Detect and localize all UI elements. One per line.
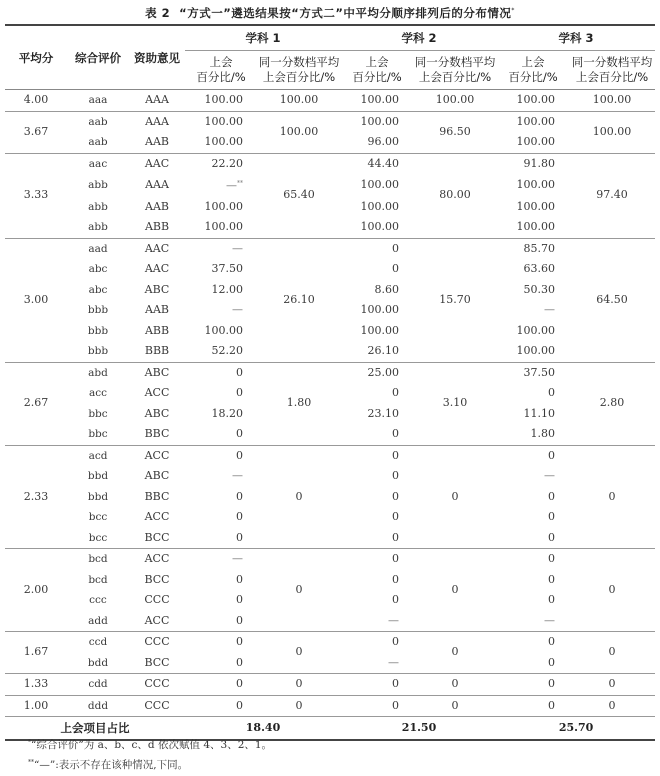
funding-opinion-cell: BCC <box>144 572 170 586</box>
subject-3-pct-cell: 0 <box>548 572 556 586</box>
overall-eval-cell: bbc <box>88 428 108 440</box>
subject-1-pct-cell: —** <box>226 179 243 192</box>
overall-eval-cell: cdd <box>67 674 129 696</box>
summary-subject-2: 21.50 <box>341 717 497 741</box>
subject-1-pct-cell: 0 <box>236 613 243 627</box>
overall-eval-cell: bbd <box>87 470 109 482</box>
funding-opinion-cell: AAB <box>145 135 169 148</box>
funding-opinion-cell: BBC <box>144 427 170 440</box>
funding-opinion-cell: ACC <box>144 510 170 523</box>
subject-2-pct-cell: 0 <box>392 510 400 523</box>
subject-3-avg-cell: 64.50 <box>569 238 655 362</box>
overall-eval-cell: bbd <box>87 490 109 503</box>
overall-eval-cell: bcd <box>67 549 129 570</box>
funding-opinion-cell: BBC <box>144 489 170 503</box>
header-subject-2-pct <box>341 51 413 90</box>
subject-3-avg-cell: 100.00 <box>569 111 655 153</box>
table-caption <box>0 5 660 21</box>
overall-eval-cell: ccc <box>89 594 107 606</box>
subject-1-pct-cell: — <box>232 469 243 482</box>
overall-eval-cell: aab <box>88 136 108 148</box>
funding-opinion-cell: CCC <box>144 593 170 606</box>
subject-3-avg-cell: 0 <box>569 549 655 632</box>
subject-3-avg-cell: 100.00 <box>569 90 655 112</box>
subject-1-avg-cell: 26.10 <box>257 238 341 362</box>
subject-1-avg-cell: 0 <box>257 674 341 696</box>
subject-3-pct-cell: 0 <box>548 655 556 669</box>
table-row <box>5 549 655 570</box>
subject-2-pct-cell: 0 <box>341 674 413 696</box>
subject-2-pct-cell: 100.00 <box>360 178 400 191</box>
header-line-2: 上会百分比/% <box>575 70 649 84</box>
subject-2-avg-cell: 0 <box>413 445 497 549</box>
funding-opinion-cell: AAC <box>129 153 185 174</box>
subject-2-pct-cell: 0 <box>392 427 400 440</box>
overall-eval-cell: bbb <box>87 304 109 316</box>
subject-2-avg-cell: 15.70 <box>413 238 497 362</box>
subject-2-pct-cell: — <box>388 613 400 627</box>
overall-eval-cell: abb <box>88 221 108 233</box>
subject-1-pct-cell: 0 <box>236 386 243 399</box>
subject-1-pct-cell: 0 <box>236 655 243 669</box>
subject-1-pct-cell: — <box>185 549 257 570</box>
avg-score-cell: 2.67 <box>5 362 67 445</box>
overall-eval-cell: bdd <box>87 656 109 669</box>
subject-1-pct-cell: 100.00 <box>204 135 243 148</box>
subject-3-avg-cell: 0 <box>569 632 655 674</box>
subject-3-pct-cell: 0 <box>548 386 556 399</box>
funding-opinion-cell: ABC <box>144 406 170 420</box>
subject-3-pct-cell: 1.80 <box>530 427 556 440</box>
subject-2-pct-cell: 100.00 <box>360 220 400 233</box>
subject-3-pct-cell: 100.00 <box>516 344 556 357</box>
header-subject-3-avg-pct <box>569 51 655 90</box>
funding-opinion-cell: ABC <box>144 469 170 482</box>
subject-2-pct-cell: 96.00 <box>367 135 400 148</box>
subject-3-pct-cell: 100.00 <box>516 178 556 191</box>
subject-2-pct-cell: — <box>388 655 400 669</box>
avg-score-cell: 1.67 <box>5 632 67 674</box>
avg-score-cell: 1.33 <box>5 674 67 696</box>
subject-3-pct-cell: — <box>544 469 556 482</box>
footnote <box>28 734 272 754</box>
subject-2-pct-cell: 44.40 <box>341 153 413 174</box>
subject-3-pct-cell: 50.30 <box>523 282 556 296</box>
caption-label: 表 2 <box>145 6 171 20</box>
caption-text: “方式一”遴选结果按“方式二”中平均分顺序排列后的分布情况 <box>179 6 512 20</box>
header-line-1: 同一分数档平均 <box>571 55 653 69</box>
header-subject-2-avg-pct <box>413 51 497 90</box>
subject-3-pct-cell: 37.50 <box>497 362 569 383</box>
subject-1-pct-cell: 0 <box>236 427 243 440</box>
subject-2-pct-cell: 0 <box>392 386 400 399</box>
funding-opinion-cell: ACC <box>144 386 170 399</box>
subject-2-pct-cell: 0 <box>392 489 400 503</box>
overall-eval-cell: abc <box>88 283 108 296</box>
subject-3-pct-cell: 0 <box>497 695 569 717</box>
footnote-text: “—”:表示不存在该种情况,下同。 <box>34 759 189 771</box>
overall-eval-cell: bbc <box>88 407 108 420</box>
subject-2-pct-cell: 0 <box>341 238 413 259</box>
subject-2-pct-cell: 0 <box>341 695 413 717</box>
subject-1-avg-cell: 0 <box>257 549 341 632</box>
subject-2-pct-cell: 100.00 <box>360 303 400 316</box>
subject-1-pct-cell: 37.50 <box>211 262 243 275</box>
table-row <box>5 111 655 132</box>
header-line-1: 上会 <box>365 55 389 69</box>
subject-3-avg-cell: 2.80 <box>569 362 655 445</box>
overall-eval-cell: aad <box>67 238 129 259</box>
overall-eval-cell: aac <box>67 153 129 174</box>
subject-1-pct-cell: 52.20 <box>211 344 243 357</box>
footnote <box>28 754 272 774</box>
header-subject-1-avg-pct <box>257 51 341 90</box>
avg-score-cell: 4.00 <box>5 90 67 112</box>
subject-3-pct-cell: 0 <box>548 530 556 544</box>
overall-eval-cell: aab <box>67 111 129 132</box>
subject-1-pct-cell: 100.00 <box>185 90 257 112</box>
subject-2-pct-cell: 8.60 <box>374 282 400 296</box>
funding-opinion-cell: BCC <box>144 655 170 669</box>
funding-opinion-cell: AAA <box>129 90 185 112</box>
subject-3-pct-cell: — <box>544 303 556 316</box>
subject-1-pct-cell: 0 <box>236 572 243 586</box>
subject-2-pct-cell: 0 <box>341 549 413 570</box>
subject-2-avg-cell: 96.50 <box>413 111 497 153</box>
funding-opinion-cell: BBB <box>144 344 170 357</box>
header-line-2: 百分比/% <box>508 70 558 84</box>
header-subject-3-pct <box>497 51 569 90</box>
subject-1-avg-cell: 0 <box>257 632 341 674</box>
subject-2-pct-cell: 0 <box>341 445 413 466</box>
overall-eval-cell: bbb <box>87 345 109 357</box>
subject-2-pct-cell: 100.00 <box>341 90 413 112</box>
header-line-1: 上会 <box>209 55 233 69</box>
table-body <box>5 90 655 741</box>
subject-3-pct-cell: 100.00 <box>516 220 556 233</box>
subject-2-pct-cell: 0 <box>392 593 400 606</box>
subject-3-pct-cell: 85.70 <box>497 238 569 259</box>
subject-3-pct-cell: 0 <box>548 489 556 503</box>
subject-2-avg-cell: 100.00 <box>413 90 497 112</box>
subject-1-pct-cell: 0 <box>236 593 243 606</box>
subject-1-pct-cell: 100.00 <box>204 323 243 337</box>
subject-3-pct-cell: 100.00 <box>516 135 556 148</box>
subject-1-pct-cell: 18.20 <box>211 406 243 420</box>
overall-eval-cell: bbb <box>87 324 109 337</box>
subject-1-pct-cell: — <box>185 238 257 259</box>
funding-opinion-cell: ACC <box>144 613 170 627</box>
header-funding-opinion: 资助意见 <box>129 25 185 90</box>
overall-eval-cell: acd <box>67 445 129 466</box>
table-row <box>5 362 655 383</box>
overall-eval-cell: abd <box>67 362 129 383</box>
funding-opinion-cell: CCC <box>129 632 185 653</box>
caption-note-marker: * <box>511 7 515 14</box>
funding-opinion-cell: AAC <box>129 238 185 259</box>
subject-3-avg-cell: 0 <box>569 445 655 549</box>
subject-2-pct-cell: 26.10 <box>367 344 400 357</box>
header-subject-1-pct <box>185 51 257 90</box>
funding-opinion-cell: AAA <box>129 111 185 132</box>
footnote-text: “综合评价”为 a、b、c、d 依次赋值 4、3、2、1。 <box>31 739 273 751</box>
subject-2-avg-cell: 0 <box>413 695 497 717</box>
footnote-marker: ** <box>237 180 243 187</box>
subject-1-pct-cell: 100.00 <box>185 111 257 132</box>
overall-eval-cell: ddd <box>67 695 129 717</box>
funding-opinion-cell: ABC <box>144 282 170 296</box>
subject-1-pct-cell: 0 <box>185 674 257 696</box>
table-row <box>5 632 655 653</box>
subject-3-pct-cell: 91.80 <box>497 153 569 174</box>
funding-opinion-cell: ABC <box>129 362 185 383</box>
subject-3-pct-cell: 11.10 <box>523 406 556 420</box>
header-subject-3: 学科 3 <box>497 25 655 51</box>
subject-1-pct-cell: 0 <box>185 362 257 383</box>
subject-2-avg-cell: 0 <box>413 632 497 674</box>
table-notes <box>28 734 272 774</box>
subject-3-pct-cell: 0 <box>548 510 556 523</box>
overall-eval-cell: bcc <box>88 511 108 523</box>
overall-eval-cell: abc <box>88 263 108 275</box>
subject-3-pct-cell: 100.00 <box>516 323 556 337</box>
subject-2-pct-cell: 25.00 <box>341 362 413 383</box>
header-avg-score: 平均分 <box>5 25 67 90</box>
subject-3-pct-cell: — <box>544 613 556 627</box>
subject-2-pct-cell: 100.00 <box>341 111 413 132</box>
subject-1-pct-cell: 0 <box>185 445 257 466</box>
subject-3-pct-cell: 0 <box>497 549 569 570</box>
subject-1-avg-cell: 100.00 <box>257 90 341 112</box>
subject-1-avg-cell: 1.80 <box>257 362 341 445</box>
funding-opinion-cell: AAC <box>144 262 170 275</box>
header-line-1: 上会 <box>521 55 545 69</box>
header-line-2: 上会百分比/% <box>418 70 492 84</box>
subject-1-pct-cell: 22.20 <box>185 153 257 174</box>
header-line-2: 百分比/% <box>352 70 402 84</box>
subject-3-avg-cell: 97.40 <box>569 153 655 238</box>
header-subject-2: 学科 2 <box>341 25 497 51</box>
overall-eval-cell: bcd <box>88 573 108 586</box>
summary-subject-1: 18.40 <box>185 717 341 741</box>
footnote-marker: * <box>28 739 31 746</box>
subject-1-pct-cell: 0 <box>236 510 243 523</box>
header-overall-eval: 综合评价 <box>67 25 129 90</box>
subject-2-pct-cell: 0 <box>392 469 400 482</box>
overall-eval-cell: abb <box>88 179 108 191</box>
table-row <box>5 674 655 696</box>
subject-3-pct-cell: 0 <box>497 632 569 653</box>
subject-3-pct-cell: 0 <box>497 445 569 466</box>
table-row <box>5 695 655 717</box>
subject-2-avg-cell: 0 <box>413 674 497 696</box>
subject-3-pct-cell: 100.00 <box>497 111 569 132</box>
distribution-table <box>5 24 655 741</box>
subject-2-avg-cell: 0 <box>413 549 497 632</box>
header-subject-1: 学科 1 <box>185 25 341 51</box>
header-line-2: 百分比/% <box>196 70 246 84</box>
funding-opinion-cell: ABB <box>144 323 170 337</box>
subject-3-pct-cell: 63.60 <box>523 262 556 275</box>
table-row <box>5 445 655 466</box>
subject-3-avg-cell: 0 <box>569 695 655 717</box>
funding-opinion-cell: BCC <box>144 530 170 544</box>
funding-opinion-cell: AAA <box>145 178 169 191</box>
overall-eval-cell: add <box>88 614 108 627</box>
subject-2-pct-cell: 0 <box>341 632 413 653</box>
subject-1-avg-cell: 0 <box>257 445 341 549</box>
overall-eval-cell: acc <box>88 387 108 399</box>
funding-opinion-cell: AAB <box>145 303 169 316</box>
table-row <box>5 90 655 112</box>
subject-3-avg-cell: 0 <box>569 674 655 696</box>
subject-3-pct-cell: 0 <box>548 593 556 606</box>
summary-subject-3: 25.70 <box>497 717 655 741</box>
funding-opinion-cell: CCC <box>129 674 185 696</box>
table-header <box>5 25 655 90</box>
avg-score-cell: 2.00 <box>5 549 67 632</box>
subject-1-avg-cell: 0 <box>257 695 341 717</box>
overall-eval-cell: bcc <box>88 531 108 544</box>
subject-2-pct-cell: 100.00 <box>360 199 400 213</box>
footnote-marker: ** <box>28 759 34 766</box>
overall-eval-cell: ccd <box>67 632 129 653</box>
subject-1-pct-cell: — <box>232 303 243 316</box>
subject-1-pct-cell: 100.00 <box>204 220 243 233</box>
overall-eval-cell: abb <box>88 200 108 213</box>
avg-score-cell: 3.33 <box>5 153 67 238</box>
header-line-1: 同一分数档平均 <box>258 55 340 69</box>
funding-opinion-cell: CCC <box>129 695 185 717</box>
avg-score-cell: 3.00 <box>5 238 67 362</box>
subject-1-pct-cell: 0 <box>185 632 257 653</box>
subject-3-pct-cell: 0 <box>497 674 569 696</box>
subject-1-pct-cell: 0 <box>236 489 243 503</box>
header-line-2: 上会百分比/% <box>262 70 336 84</box>
subject-1-avg-cell: 65.40 <box>257 153 341 238</box>
funding-opinion-cell: ABB <box>144 220 170 233</box>
table-row <box>5 238 655 259</box>
subject-2-avg-cell: 80.00 <box>413 153 497 238</box>
subject-1-pct-cell: 0 <box>236 530 243 544</box>
subject-3-pct-cell: 100.00 <box>516 199 556 213</box>
subject-2-pct-cell: 0 <box>392 530 400 544</box>
funding-opinion-cell: ACC <box>129 445 185 466</box>
subject-1-avg-cell: 100.00 <box>257 111 341 153</box>
subject-2-pct-cell: 23.10 <box>367 406 400 420</box>
subject-2-avg-cell: 3.10 <box>413 362 497 445</box>
table-row <box>5 153 655 174</box>
overall-eval-cell: aaa <box>67 90 129 112</box>
subject-2-pct-cell: 0 <box>392 262 400 275</box>
funding-opinion-cell: ACC <box>129 549 185 570</box>
summary-label: 上会项目占比 <box>5 717 185 741</box>
subject-3-pct-cell: 100.00 <box>497 90 569 112</box>
avg-score-cell: 3.67 <box>5 111 67 153</box>
funding-opinion-cell: AAB <box>145 199 169 213</box>
header-line-1: 同一分数档平均 <box>414 55 496 69</box>
avg-score-cell: 2.33 <box>5 445 67 549</box>
subject-1-pct-cell: 100.00 <box>204 199 243 213</box>
avg-score-cell: 1.00 <box>5 695 67 717</box>
subject-2-pct-cell: 0 <box>392 572 400 586</box>
subject-2-pct-cell: 100.00 <box>360 323 400 337</box>
subject-1-pct-cell: 12.00 <box>211 282 243 296</box>
subject-1-pct-cell: 0 <box>185 695 257 717</box>
